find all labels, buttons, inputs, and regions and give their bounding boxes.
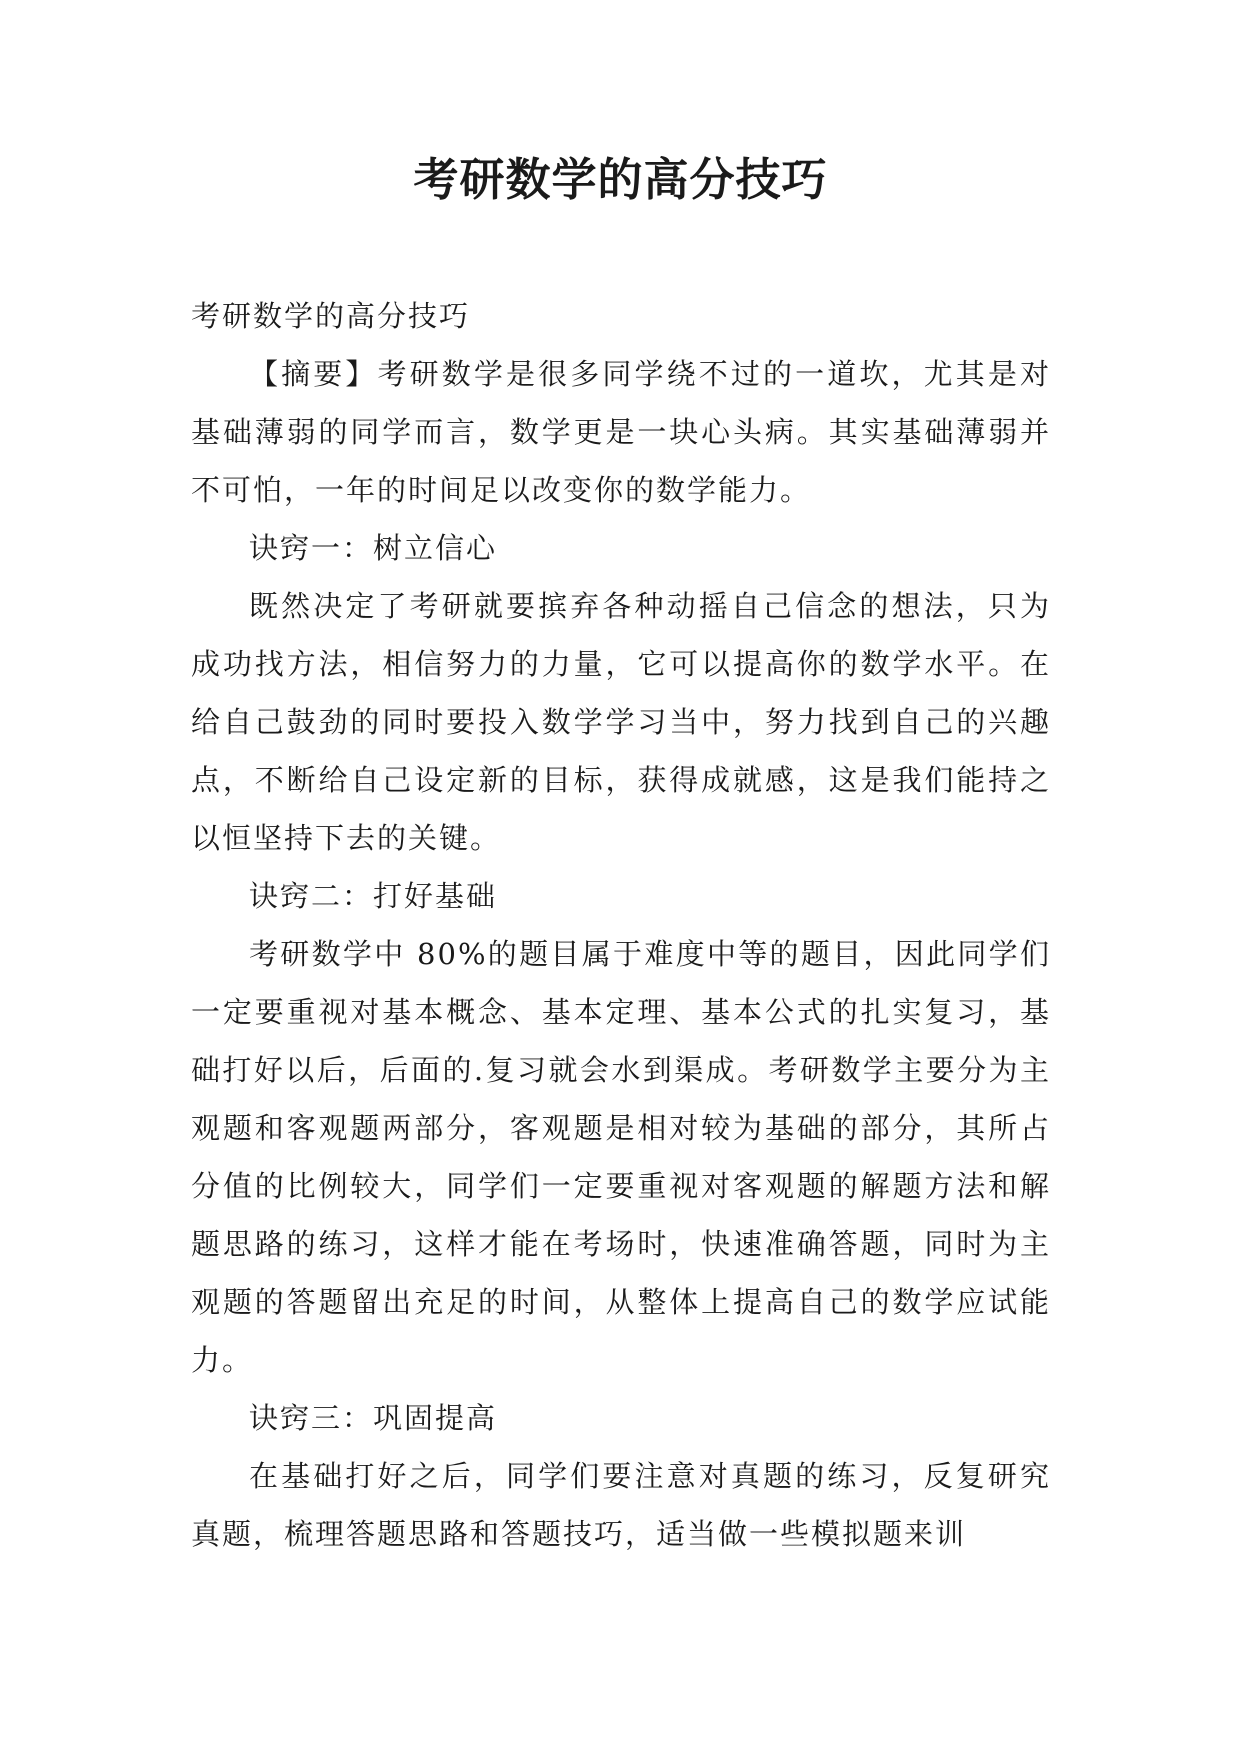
subtitle-paragraph: 考研数学的高分技巧 <box>191 299 471 333</box>
section-heading-1: 诀窍一：树立信心 <box>249 531 498 565</box>
document-title: 考研数学的高分技巧 <box>413 153 828 206</box>
abstract-paragraph: 【摘要】考研数学是很多同学绕不过的一道坎，尤其是对基础薄弱的同学而言，数学更是一块心头病。其实基础薄弱并不可怕，一年的时间足以改变你的数学能力。 <box>191 357 1051 507</box>
section-paragraph-2: 考研数学中 80%的题目属于难度中等的题目，因此同学们一定要重视对基本概念、基本定理、基本公式的扎实复习，基础打好以后，后面的.复习就会水到渠成。考研数学主要分为主观题和客观题两部分，客观题是相对较为基础的部分，其所占分值的比例较大，同学们一定要重视对客观题的解题方法和解题思路的练习，这样才能在考场时，快速准确答题，同时为主观题的答题留出充足的时间，从整体上提高自己的数学应试能力。 <box>191 937 1051 1377</box>
section-paragraph-3: 在基础打好之后，同学们要注意对真题的练习，反复研究真题，梳理答题思路和答题技巧，适当做一些模拟题来训 <box>191 1459 1051 1551</box>
section-heading-3: 诀窍三：巩固提高 <box>249 1401 498 1435</box>
section-heading-2: 诀窍二：打好基础 <box>249 879 498 913</box>
section-paragraph-1: 既然决定了考研就要摈弃各种动摇自己信念的想法，只为成功找方法，相信努力的力量，它可以提高你的数学水平。在给自己鼓劲的同时要投入数学学习当中，努力找到自己的兴趣点，不断给自己设定新的目标，获得成就感，这是我们能持之以恒坚持下去的关键。 <box>191 589 1051 855</box>
document-body <box>191 287 1051 1563</box>
